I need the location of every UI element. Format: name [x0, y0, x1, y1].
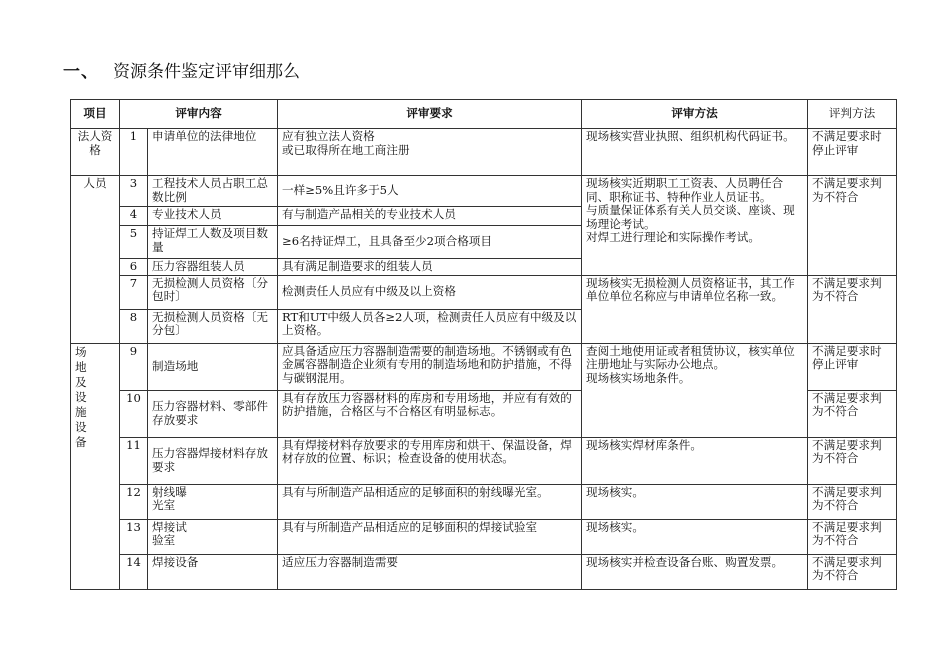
row-content: 压力容器焊接材料存放要求	[148, 437, 278, 484]
table-row	[71, 343, 897, 390]
row-number: 6	[120, 259, 148, 276]
row-judge: 不满足要求判为不符合	[808, 176, 897, 276]
section-heading	[63, 57, 300, 82]
row-content: 无损检测人员资格〔无分包〕	[148, 309, 278, 343]
row-number: 5	[120, 226, 148, 259]
group-legal: 法人资格	[71, 129, 120, 176]
row-number: 7	[120, 275, 148, 309]
header-project: 项目	[71, 100, 120, 129]
row-method: 现场核实营业执照、组织机构代码证书。	[582, 129, 808, 176]
row-method: 查阅土地使用证或者租赁协议，核实单位注册地址与实际办公地点。 现场核实场地条件。	[582, 343, 808, 437]
row-content: 射线曝 光室	[148, 484, 278, 519]
row-method: 现场核实焊材库条件。	[582, 437, 808, 484]
row-method: 现场核实。	[582, 484, 808, 519]
group-site-label: 场地及设施设备	[75, 344, 87, 449]
row-number: 1	[120, 129, 148, 176]
group-personnel: 人员	[71, 176, 120, 344]
row-method: 现场核实。	[582, 519, 808, 554]
row-requirement: 适应压力容器制造需要	[278, 554, 582, 589]
table-row	[71, 275, 897, 309]
header-requirement: 评审要求	[278, 100, 582, 129]
row-number: 12	[120, 484, 148, 519]
header-content: 评审内容	[120, 100, 278, 129]
group-site	[71, 343, 120, 589]
row-judge: 不满足要求判为不符合	[808, 519, 897, 554]
row-content: 无损检测人员资格〔分包时〕	[148, 275, 278, 309]
row-judge: 不满足要求判为不符合	[808, 390, 897, 437]
row-requirement: 一样≥5%且许多于5人	[278, 176, 582, 207]
row-requirement: 具有满足制造要求的组装人员	[278, 259, 582, 276]
row-content: 制造场地	[148, 343, 278, 390]
header-method: 评审方法	[582, 100, 808, 129]
row-requirement: 具有与所制造产品相适应的足够面积的焊接试验室	[278, 519, 582, 554]
row-method: 现场核实近期职工工资表、人员聘任合同、职称证书、特种作业人员证书。 与质量保证体系有关人员交谈、座谈、现场理论考试。 对焊工进行理论和实际操作考试。	[582, 176, 808, 276]
row-judge: 不满足要求判为不符合	[808, 437, 897, 484]
row-judge: 不满足要求时停止评审	[808, 129, 897, 176]
row-content: 专业技术人员	[148, 207, 278, 226]
row-judge: 不满足要求判为不符合	[808, 275, 897, 343]
row-number: 13	[120, 519, 148, 554]
header-judge: 评判方法	[808, 100, 897, 129]
row-method: 现场核实无损检测人员资格证书，其工作单位单位名称应与申请单位名称一致。	[582, 275, 808, 343]
table-row	[71, 176, 897, 207]
row-requirement: RT和UT中级人员各≥2人项，检测责任人员应有中级及以上资格。	[278, 309, 582, 343]
table-row	[71, 484, 897, 519]
row-number: 10	[120, 390, 148, 437]
row-judge: 不满足要求判为不符合	[808, 484, 897, 519]
row-judge: 不满足要求判为不符合	[808, 554, 897, 589]
row-content: 压力容器组装人员	[148, 259, 278, 276]
row-content: 焊接设备	[148, 554, 278, 589]
table-row	[71, 519, 897, 554]
section-number: 一、	[63, 62, 99, 82]
table-row	[71, 554, 897, 589]
row-requirement: 应具备适应压力容器制造需要的制造场地。不锈钢或有色金属容器制造企业须有专用的制造场地和防护措施，不得与碳钢混用。	[278, 343, 582, 390]
row-content: 压力容器材料、零部件存放要求	[148, 390, 278, 437]
row-content: 焊接试 验室	[148, 519, 278, 554]
table-row	[71, 437, 897, 484]
row-requirement: 有与制造产品相关的专业技术人员	[278, 207, 582, 226]
row-requirement: 检测责任人员应有中级及以上资格	[278, 275, 582, 309]
section-title: 资源条件鉴定评审细那么	[113, 62, 300, 82]
row-number: 8	[120, 309, 148, 343]
row-method: 现场核实并检查设备台账、购置发票。	[582, 554, 808, 589]
row-number: 3	[120, 176, 148, 207]
row-number: 14	[120, 554, 148, 589]
row-requirement: 具有焊接材料存放要求的专用库房和烘干、保温设备，焊材存放的位置、标识；检查设备的使用状态。	[278, 437, 582, 484]
row-content: 持证焊工人数及项目数量	[148, 226, 278, 259]
row-content: 工程技术人员占职工总数比例	[148, 176, 278, 207]
table-row	[71, 129, 897, 176]
row-number: 11	[120, 437, 148, 484]
row-requirement: 具有与所制造产品相适应的足够面积的射线曝光室。	[278, 484, 582, 519]
row-number: 9	[120, 343, 148, 390]
row-requirement: ≥6名持证焊工，且具备至少2项合格项目	[278, 226, 582, 259]
row-content: 申请单位的法律地位	[148, 129, 278, 176]
review-criteria-table	[70, 99, 897, 590]
table-header-row	[71, 100, 897, 129]
row-judge: 不满足要求时停止评审	[808, 343, 897, 390]
row-requirement: 应有独立法人资格 或已取得所在地工商注册	[278, 129, 582, 176]
row-number: 4	[120, 207, 148, 226]
row-requirement: 具有存放压力容器材料的库房和专用场地，并应有有效的防护措施，合格区与不合格区有明显标志。	[278, 390, 582, 437]
